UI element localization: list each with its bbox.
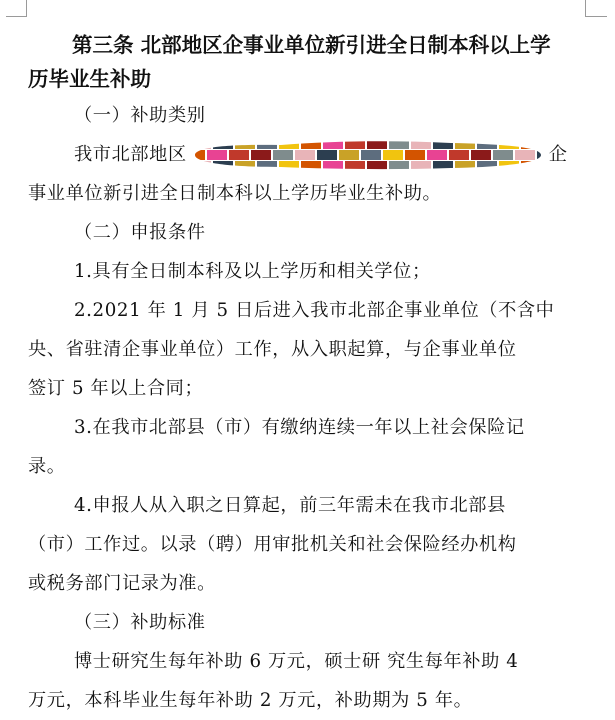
redaction-tile xyxy=(323,161,343,171)
redaction-tile xyxy=(455,161,475,171)
redaction-tile xyxy=(301,139,321,149)
redaction-tile xyxy=(213,161,233,171)
redaction-tile xyxy=(301,161,321,171)
article-title xyxy=(28,28,588,96)
redaction-tile xyxy=(515,150,535,160)
redaction-tile xyxy=(323,139,343,149)
redaction-tile xyxy=(449,150,469,160)
page-corner-mark xyxy=(585,0,586,17)
redaction-tile xyxy=(499,161,519,171)
redaction-tile xyxy=(191,161,211,171)
redaction-tile xyxy=(433,161,453,171)
redaction-tile xyxy=(433,139,453,149)
page-corner-mark xyxy=(26,0,27,17)
redaction-tile xyxy=(427,150,447,160)
redaction-tile xyxy=(251,150,271,160)
article-title-line: 历毕业生补助 xyxy=(28,67,151,91)
redaction-tile xyxy=(389,139,409,149)
redaction-tile xyxy=(383,150,403,160)
redaction-tile xyxy=(257,161,277,171)
redaction-tile xyxy=(411,161,431,171)
paragraph-line: 签订 5 年以上合同； xyxy=(28,378,204,399)
redaction-tile xyxy=(279,161,299,171)
redaction-tile xyxy=(367,139,387,149)
section-heading: （二）申报条件 xyxy=(74,222,206,243)
redaction-tile xyxy=(543,139,545,149)
redaction-tile xyxy=(477,139,497,149)
article-title-line: 第三条 北部地区企事业单位新引进全日制本科以上学 xyxy=(72,33,551,57)
document-page xyxy=(28,28,588,720)
paragraph-line: 我市北部地区 企 xyxy=(28,135,588,174)
section-heading: （一）补助类别 xyxy=(74,105,206,126)
redaction-tile xyxy=(345,161,365,171)
redaction-tile xyxy=(295,150,315,160)
redaction-tile xyxy=(499,139,519,149)
redaction-tile xyxy=(455,139,475,149)
paragraph-line: 或税务部门记录为准。 xyxy=(28,573,216,594)
redaction-tile xyxy=(389,161,409,171)
paragraph-line: （市）工作过。以录（聘）用审批机关和社会保险经办机构 xyxy=(28,534,517,555)
redaction-tile xyxy=(207,150,227,160)
redaction-tile xyxy=(235,139,255,149)
redaction-tile xyxy=(235,161,255,171)
redaction-tile xyxy=(543,161,545,171)
page-corner-mark xyxy=(585,16,607,17)
redaction-mask xyxy=(191,139,545,171)
redaction-tile xyxy=(345,139,365,149)
list-item: 4.申报人从入职之日算起，前三年需未在我市北部县 xyxy=(74,495,506,516)
redaction-tile xyxy=(367,161,387,171)
redaction-tile xyxy=(257,139,277,149)
redaction-tile xyxy=(279,139,299,149)
list-item: 2.2021 年 1 月 5 日后进入我市北部企事业单位（不含中 xyxy=(74,300,555,321)
page-corner-mark xyxy=(6,16,26,17)
redaction-tile xyxy=(229,150,249,160)
redaction-tile xyxy=(493,150,513,160)
list-item: 1.具有全日制本科及以上学历和相关学位； xyxy=(74,261,431,282)
redaction-tile xyxy=(361,150,381,160)
paragraph-line: 博士研究生每年补助 6 万元，硕士研 究生每年补助 4 xyxy=(74,651,519,672)
redaction-tile xyxy=(191,150,205,160)
paragraph-line: 央、省驻清企事业单位）工作，从入职起算，与企事业单位 xyxy=(28,339,517,360)
redaction-tile xyxy=(273,150,293,160)
list-item: 3.在我市北部县（市）有缴纳连续一年以上社会保险记 xyxy=(74,417,525,438)
paragraph-line: 万元，本科毕业生每年补助 2 万元，补助期为 5 年。 xyxy=(28,690,473,711)
redaction-tile xyxy=(213,139,233,149)
section-heading: （三）补助标准 xyxy=(74,612,206,633)
redaction-tile xyxy=(537,150,545,160)
redaction-tile xyxy=(521,139,541,149)
redaction-tile xyxy=(191,139,211,149)
paragraph-line: 事业单位新引进全日制本科以上学历毕业生补助。 xyxy=(28,183,442,204)
redaction-tile xyxy=(521,161,541,171)
redaction-tile xyxy=(471,150,491,160)
redaction-tile xyxy=(411,139,431,149)
paragraph-line: 录。 xyxy=(28,456,66,477)
redaction-tile xyxy=(405,150,425,160)
redaction-tile xyxy=(317,150,337,160)
redaction-tile xyxy=(477,161,497,171)
redaction-tile xyxy=(339,150,359,160)
